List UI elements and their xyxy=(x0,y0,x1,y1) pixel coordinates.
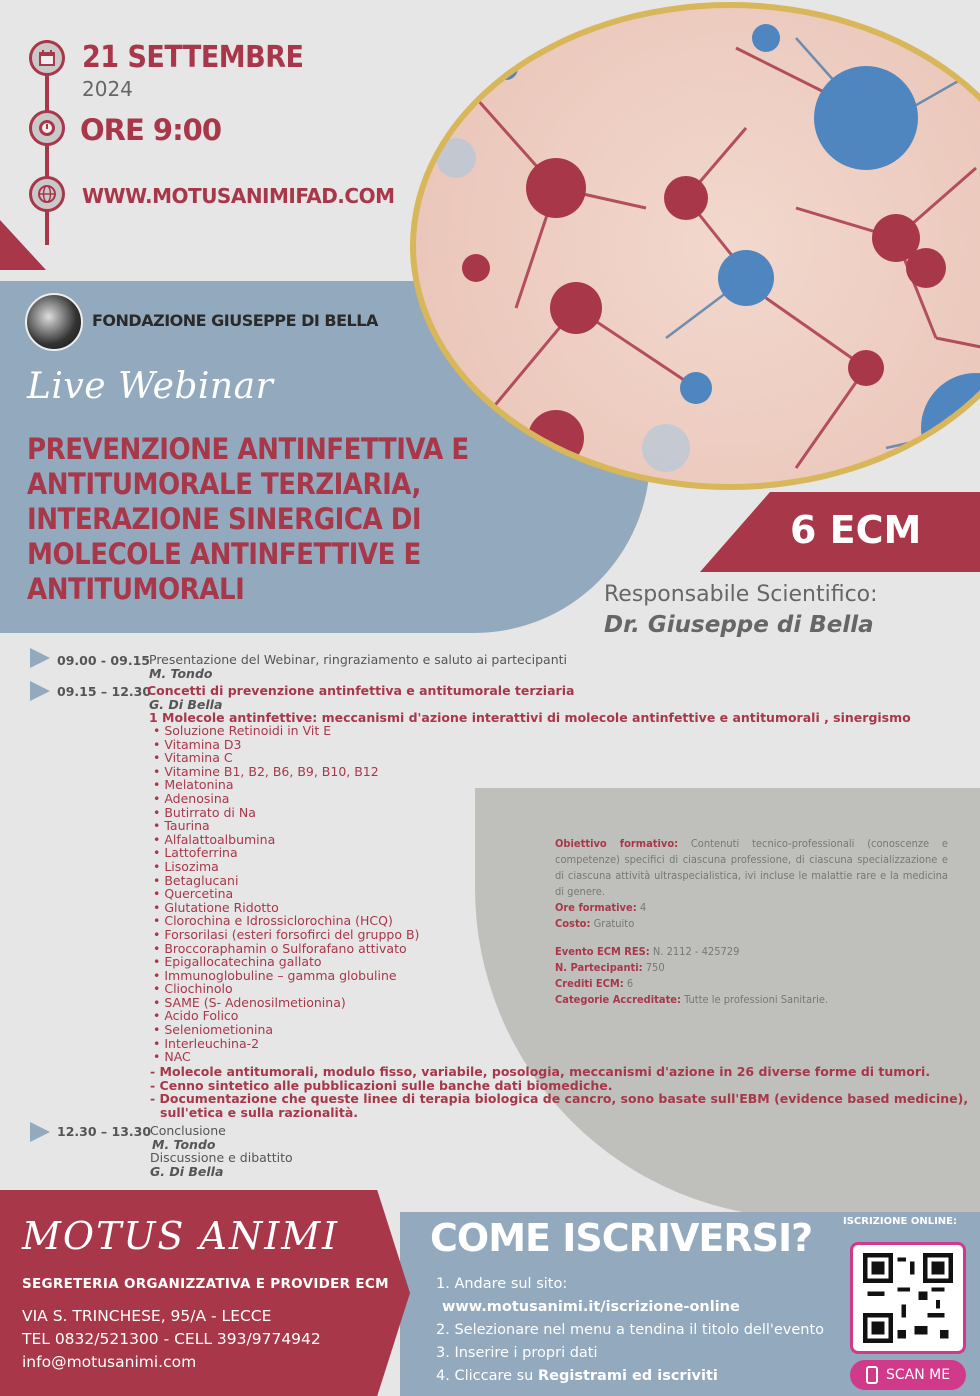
signup-title: COME ISCRIVERSI? xyxy=(430,1216,813,1260)
obiettivo: Obiettivo formativo: Contenuti tecnico-professionali (conoscenze e competenze) specifici di ciascuna professione, di ciascuna specializzazione e di ciascuna attività ultraspecialistica, ivi incluse le malattie rare e la medicina di genere. xyxy=(555,837,948,898)
step-2: 2. Selezionare nel menu a tendina il titolo dell'evento xyxy=(436,1322,825,1338)
globe-icon xyxy=(29,176,65,212)
molecule-item: • Soluzione Retinoidi in Vit E xyxy=(153,723,332,738)
online-label: ISCRIZIONE ONLINE: xyxy=(843,1216,957,1227)
molecule-item: • Melatonina xyxy=(153,777,234,793)
event-date: 21 SETTEMBRE xyxy=(82,40,304,75)
program-arrow-3 xyxy=(30,1122,50,1142)
molecule-item: • Butirrato di Na xyxy=(153,804,256,820)
event-year: 2024 xyxy=(82,77,133,101)
signup-url[interactable]: www.motusanimi.it/iscrizione-online xyxy=(442,1299,740,1315)
program-speaker-3b: G. Di Bella xyxy=(150,1164,224,1179)
program-arrow-1 xyxy=(30,648,50,668)
step-4: 4. Cliccare su Registrami ed iscriviti xyxy=(436,1368,718,1384)
webinar-label: Live Webinar xyxy=(27,366,274,407)
program-speaker-1: M. Tondo xyxy=(149,666,213,681)
molecule-item: • Quercetina xyxy=(153,886,234,902)
course-info xyxy=(555,836,948,1008)
decor-triangle xyxy=(0,220,46,270)
molecule-item: • Vitamine B1, B2, B6, B9, B10, B12 xyxy=(153,763,379,779)
program-time-2: 09.15 – 12.30 xyxy=(57,684,152,699)
calendar-icon xyxy=(29,40,65,76)
program-time-1: 09.00 - 09.15 xyxy=(57,653,150,668)
molecule-item: • NAC xyxy=(153,1049,191,1065)
program-title-3: Conclusione xyxy=(150,1123,226,1138)
program-speaker-2: G. Di Bella xyxy=(149,697,223,712)
phone: TEL 0832/521300 - CELL 393/9774942 xyxy=(22,1330,321,1348)
program-note: sull'etica e sulla razionalità. xyxy=(160,1104,359,1120)
clock-icon xyxy=(29,110,65,146)
step-1: 1. Andare sul sito: xyxy=(436,1276,568,1292)
scan-me-button[interactable] xyxy=(850,1360,966,1390)
molecule-item: • Forsorilasi (esteri forsofirci del gruppo B) xyxy=(153,926,420,942)
molecule-item: • Glutatione Ridotto xyxy=(153,899,279,915)
molecule-item: • Lisozima xyxy=(153,858,219,874)
responsabile-label: Responsabile Scientifico: xyxy=(604,582,878,607)
molecule-item: • Betaglucani xyxy=(153,872,239,888)
molecule-item: • Alfalattoalbumina xyxy=(153,831,276,847)
program-note: - Cenno sintetico alle pubblicazioni sulle banche dati biomediche. xyxy=(150,1077,613,1093)
program-time-3: 12.30 – 13.30 xyxy=(57,1124,152,1139)
molecule-item: • Lattoferrina xyxy=(153,845,238,861)
molecule-item: • Vitamina C xyxy=(153,750,233,766)
program-note: - Documentazione che queste linee di terapia biologica de cancro, sono basate sull'EBM (evidence based medicine), xyxy=(150,1091,969,1107)
molecule-item: • Epigallocatechina gallato xyxy=(153,954,322,970)
molecule-item: • Interleuchina-2 xyxy=(153,1035,260,1051)
event-website[interactable]: WWW.MOTUSANIMIFAD.COM xyxy=(82,184,395,208)
signup-steps xyxy=(436,1273,824,1388)
molecule-item: • Immunoglobuline – gamma globuline xyxy=(153,967,397,983)
partecipanti: N. Partecipanti: 750 xyxy=(555,961,665,974)
categorie: Categorie Accreditate: Tutte le professioni Sanitarie. xyxy=(555,993,829,1006)
event-time: ORE 9:00 xyxy=(80,113,222,147)
program-arrow-2 xyxy=(30,681,50,701)
responsabile-name: Dr. Giuseppe di Bella xyxy=(604,612,874,638)
molecule-item: • Seleniometionina xyxy=(153,1022,274,1038)
program-subtitle-2: 1 Molecole antinfettive: meccanismi d'azione interattivi di molecole antinfettive e antitumorali , sinergismo xyxy=(149,710,911,725)
program-title-2: Concetti di prevenzione antinfettiva e antitumorale terziaria xyxy=(147,683,575,698)
foundation-logo xyxy=(25,293,83,351)
email[interactable]: info@motusanimi.com xyxy=(22,1353,197,1371)
molecule-item: • Clorochina e Idrossiclorochina (HCQ) xyxy=(153,913,393,929)
program-notes xyxy=(150,1065,968,1119)
step-3: 3. Inserire i propri dati xyxy=(436,1345,598,1361)
program-note: - Molecole antitumorali, modulo fisso, variabile, posologia, meccanismi d'azione in 26 diverse forme di tumori. xyxy=(150,1064,931,1079)
brand-logo: MOTUS ANIMI xyxy=(22,1214,340,1258)
program-speaker-3: M. Tondo xyxy=(152,1137,216,1152)
molecule-item: • Acido Folico xyxy=(153,1008,239,1024)
ecm-credits: 6 ECM xyxy=(790,508,922,552)
brand-subtitle: SEGRETERIA ORGANIZZATIVA E PROVIDER ECM xyxy=(22,1276,389,1292)
program-title-3b: Discussione e dibattito xyxy=(150,1150,293,1165)
evento-ecm: Evento ECM RES: N. 2112 - 425729 xyxy=(555,945,740,958)
molecule-list xyxy=(153,724,419,1064)
phone-icon xyxy=(866,1366,878,1384)
molecule-item: • Vitamina D3 xyxy=(153,736,242,752)
scan-label: SCAN ME xyxy=(885,1367,951,1383)
crediti: Crediti ECM: 6 xyxy=(555,977,634,990)
molecule-item: • Broccoraphamin o Sulforafano attivato xyxy=(153,940,407,956)
molecule-item: • Adenosina xyxy=(153,790,230,806)
molecule-item: • SAME (S- Adenosilmetionina) xyxy=(153,994,346,1010)
foundation-name: FONDAZIONE GIUSEPPE DI BELLA xyxy=(92,311,378,330)
ore-formative: Ore formative: 4 xyxy=(555,901,647,914)
address: VIA S. TRINCHESE, 95/A - LECCE xyxy=(22,1307,272,1325)
costo: Costo: Gratuito xyxy=(555,917,635,930)
qr-code[interactable] xyxy=(850,1242,966,1354)
webinar-title: PREVENZIONE ANTINFETTIVA E ANTITUMORALE TERZIARIA, INTERAZIONE SINERGICA DI MOLECOLE ANTINFETTIVE E ANTITUMORALI xyxy=(27,432,469,606)
program-title-1: Presentazione del Webinar, ringraziamento e saluto ai partecipanti xyxy=(149,652,567,667)
molecule-item: • Taurina xyxy=(153,818,210,834)
molecule-item: • Cliochinolo xyxy=(153,981,233,997)
